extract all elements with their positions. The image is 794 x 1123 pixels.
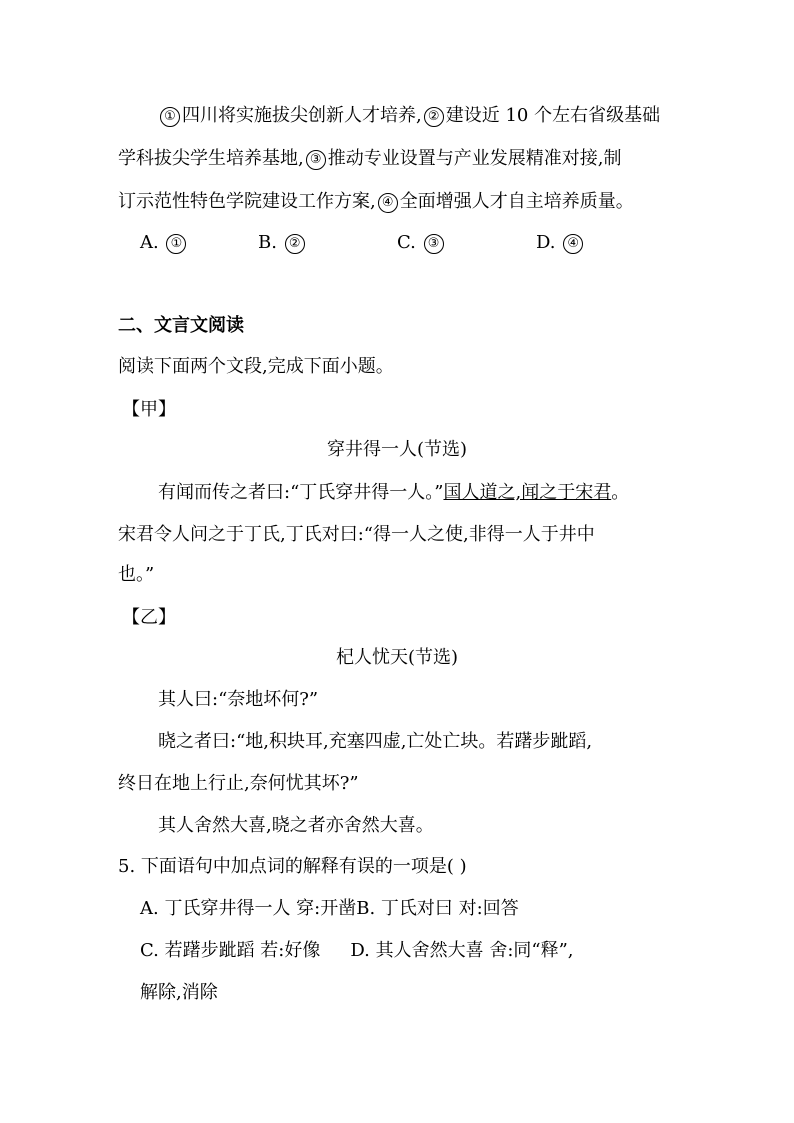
q4-sentence-4: 全面增强人才自主培养质量。	[399, 191, 634, 212]
q4-option-b: B. ②	[258, 231, 307, 255]
passage-yi-line-2: 晓之者曰:“地,积块耳,充塞四虚,亡处亡块。若躇步跐蹈,	[158, 731, 593, 752]
passage-jia-title: 穿井得一人(节选)	[326, 439, 468, 460]
q5-option-d-continued: 解除,消除	[140, 982, 218, 1003]
q5-option-b: B. 丁氏对曰 对:回答	[356, 898, 519, 919]
q5-option-a: A. 丁氏穿井得一人 穿:开凿	[140, 898, 357, 919]
section-instruction: 阅读下面两个文段,完成下面小题。	[118, 356, 394, 377]
passage-yi-line-3: 终日在地上行止,奈何忧其坏?”	[118, 773, 359, 794]
passage-jia-line-3: 也。”	[118, 564, 155, 585]
q4-option-a: A. ①	[140, 231, 188, 255]
circled-number-2: ②	[424, 107, 444, 127]
passage-yi-line-1: 其人曰:“奈地坏何?”	[158, 689, 319, 710]
q5-stem: 5. 下面语句中加点词的解释有误的一项是( )	[118, 856, 467, 877]
q4-sentence-2-a: 建设近 10 个左右省级基础	[445, 105, 661, 126]
option-c-mark: ③	[424, 234, 444, 254]
q4-sentence-2-b: 学科拔尖学生培养基地,	[118, 148, 304, 169]
q4-line-3	[118, 190, 634, 214]
jia-underlined-sentence: 国人道之,闻之于宋君	[443, 482, 612, 503]
q4-option-d: D. ④	[536, 231, 585, 255]
q4-line-1	[158, 104, 660, 128]
circled-number-1: ①	[160, 107, 180, 127]
q4-sentence-3-a: 推动专业设置与产业发展精准对接,制	[327, 148, 622, 169]
q5-options-ab	[140, 897, 519, 921]
option-b-mark: ②	[285, 234, 305, 254]
circled-number-3: ③	[306, 150, 326, 170]
circled-number-4: ④	[378, 193, 398, 213]
passage-jia-line-2: 宋君令人问之于丁氏,丁氏对曰:“得一人之使,非得一人于井中	[118, 524, 595, 545]
q4-sentence-3-b: 订示范性特色学院建设工作方案,	[118, 191, 376, 212]
q5-options-cd	[140, 939, 574, 963]
q4-option-c: C. ③	[397, 231, 446, 255]
jia-text-1: 有闻而传之者曰:“丁氏穿井得一人。”	[158, 482, 444, 503]
passage-jia-label: 【甲】	[122, 399, 176, 420]
q4-line-2	[118, 147, 621, 171]
option-a-mark: ①	[166, 234, 186, 254]
section-heading: 二、文言文阅读	[118, 315, 244, 336]
q5-option-d: D. 其人舍然大喜 舍:同“释”,	[350, 940, 574, 961]
passage-jia-line-1	[158, 481, 629, 505]
q5-option-c: C. 若躇步跐蹈 若:好像	[140, 940, 321, 961]
passage-yi-line-4: 其人舍然大喜,晓之者亦舍然大喜。	[158, 815, 434, 836]
passage-yi-label: 【乙】	[122, 607, 176, 628]
option-d-mark: ④	[563, 234, 583, 254]
jia-period: 。	[611, 482, 630, 503]
q4-sentence-1: 四川将实施拔尖创新人才培养,	[182, 105, 422, 126]
passage-yi-title: 杞人忧天(节选)	[335, 647, 459, 668]
